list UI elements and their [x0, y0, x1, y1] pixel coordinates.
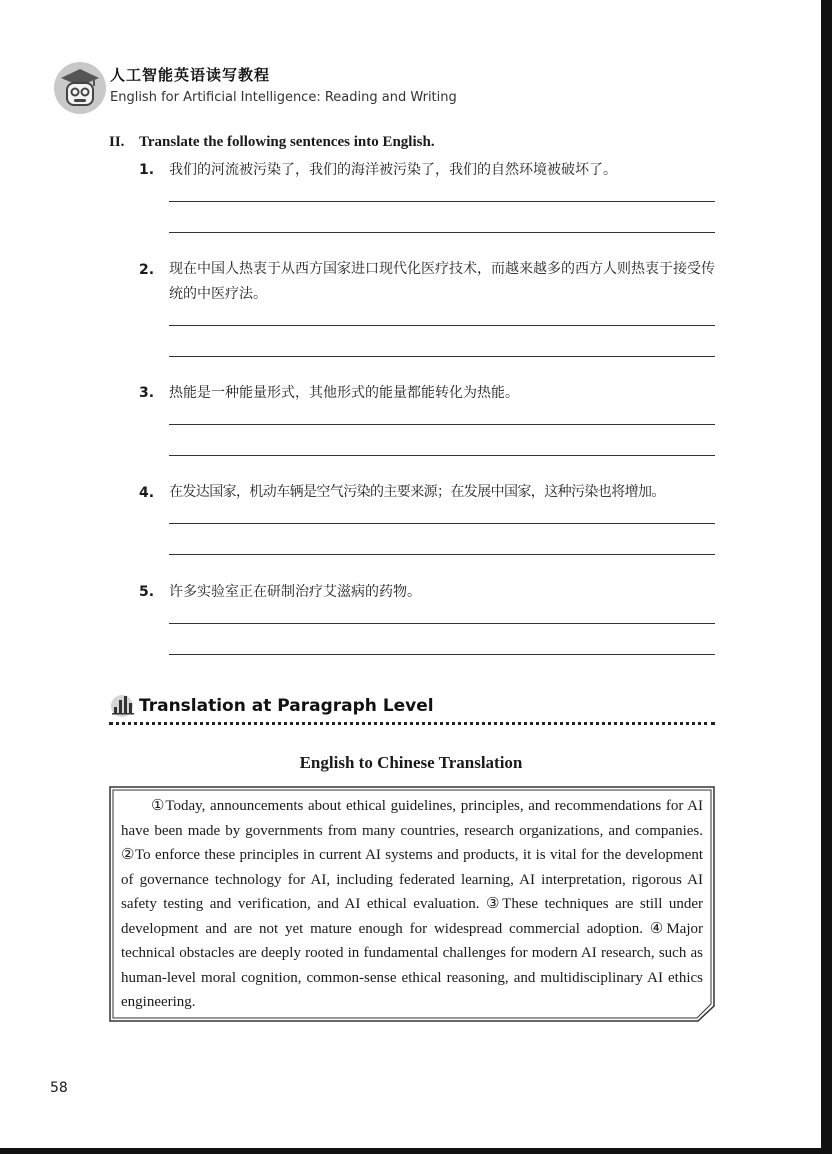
question-number: 3.	[139, 385, 155, 401]
answer-line[interactable]	[169, 201, 715, 202]
answer-line[interactable]	[169, 623, 715, 624]
section-title: Translation at Paragraph Level	[139, 696, 434, 716]
exercise-heading	[109, 134, 435, 151]
answer-line[interactable]	[169, 523, 715, 524]
question-number: 4.	[139, 485, 155, 501]
answer-line[interactable]	[169, 654, 715, 655]
exercise-number: II.	[109, 134, 125, 150]
passage-text: ①Today, announcements about ethical guidelines, principles, and recommendations for AI have been made by governments from many countries, research organizations, and companies. ②To enforce these principles in current AI systems and products, it is vital for the development of governance technology for AI, including federated learning, AI interpretation, rigorous AI safety testing and verification, and AI ethical evaluation. ③These techniques are still under development and are not yet mature enough for widespread commercial adoption. ④Major technical obstacles are deeply rooted in fundamental challenges for modern AI research, such as human-level moral cognition, common-sense ethical reasoning, and multidisciplinary AI ethics engineering.	[121, 798, 703, 1010]
subsection-title: English to Chinese Translation	[299, 753, 523, 772]
graduate-robot-icon	[53, 61, 107, 115]
answer-line[interactable]	[169, 455, 715, 456]
answer-line[interactable]	[169, 356, 715, 357]
question-number: 1.	[139, 162, 155, 178]
page-number: 58	[50, 1080, 68, 1096]
question-number: 2.	[139, 262, 155, 278]
page-edge-bottom	[0, 1148, 832, 1154]
section-divider	[109, 722, 715, 725]
question-text: 现在中国人热衷于从西方国家进口现代化医疗技术，而越来越多的西方人则热衷于接受传统的中医疗法。	[169, 261, 715, 302]
book-title-chinese: 人工智能英语读写教程	[110, 66, 271, 84]
question-number: 5.	[139, 584, 155, 600]
question-text: 热能是一种能量形式，其他形式的能量都能转化为热能。	[169, 385, 519, 401]
book-title-english: English for Artificial Intelligence: Reading and Writing	[110, 90, 457, 105]
page-edge-right	[821, 0, 832, 1154]
question-text: 我们的河流被污染了，我们的海洋被污染了，我们的自然环境被破坏了。	[169, 162, 617, 178]
answer-line[interactable]	[169, 232, 715, 233]
answer-line[interactable]	[169, 424, 715, 425]
passage	[121, 794, 703, 1015]
exercise-instruction: Translate the following sentences into English.	[139, 134, 435, 150]
answer-line[interactable]	[169, 554, 715, 555]
chart-bars-icon	[109, 693, 137, 717]
answer-line[interactable]	[169, 325, 715, 326]
question-text: 许多实验室正在研制治疗艾滋病的药物。	[169, 584, 421, 600]
question-text: 在发达国家，机动车辆是空气污染的主要来源；在发展中国家，这种污染也将增加。	[169, 484, 665, 500]
